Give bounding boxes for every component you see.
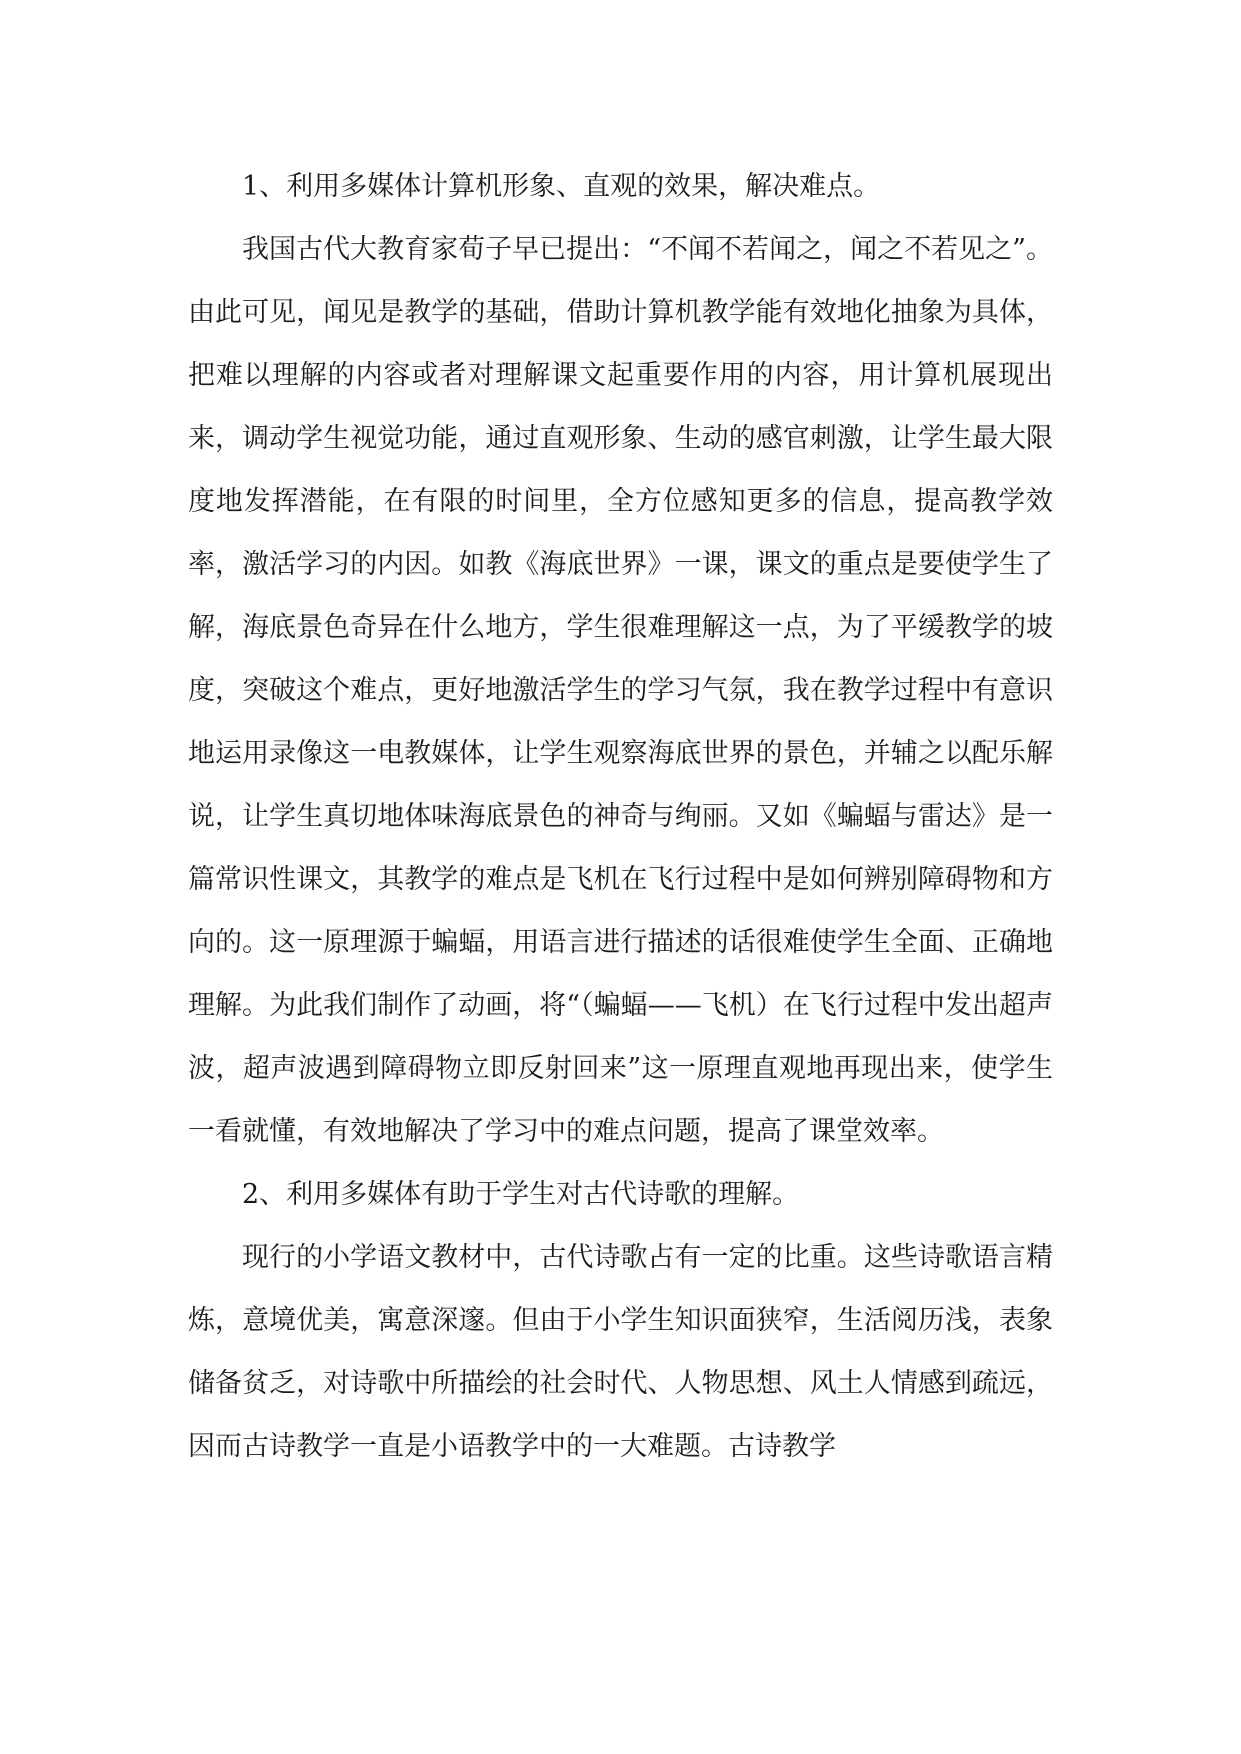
document-body	[188, 155, 1053, 1478]
heading-paragraph-1: 1、利用多媒体计算机形象、直观的效果，解决难点。	[242, 171, 881, 202]
body-paragraph-1: 我国古代大教育家荀子早已提出：“不闻不若闻之，闻之不若见之”。由此可见，闻见是教学的基础，借助计算机教学能有效地化抽象为具体，把难以理解的内容或者对理解课文起重要作用的内容，用计算机展现出来，调动学生视觉功能，通过直观形象、生动的感官刺激，让学生最大限度地发挥潜能，在有限的时间里，全方位感知更多的信息，提高教学效率，激活学习的内因。如教《海底世界》一课，课文的重点是要使学生了解，海底景色奇异在什么地方，学生很难理解这一点，为了平缓教学的坡度，突破这个难点，更好地激活学生的学习气氛，我在教学过程中有意识地运用录像这一电教媒体，让学生观察海底世界的景色，并辅之以配乐解说，让学生真切地体味海底景色的神奇与绚丽。又如《蝙蝠与雷达》是一篇常识性课文，其教学的难点是飞机在飞行过程中是如何辨别障碍物和方向的。这一原理源于蝙蝠，用语言进行描述的话很难使学生全面、正确地理解。为此我们制作了动画，将“（蝙蝠——飞机）在飞行过程中发出超声波，超声波遇到障碍物立即反射回来”这一原理直观地再现出来，使学生一看就懂，有效地解决了学习中的难点问题，提高了课堂效率。	[188, 234, 1053, 1147]
body-paragraph-2: 现行的小学语文教材中，古代诗歌占有一定的比重。这些诗歌语言精炼，意境优美，寓意深邃。但由于小学生知识面狭窄，生活阅历浅，表象储备贫乏，对诗歌中所描绘的社会时代、人物思想、风土人情感到疏远，因而古诗教学一直是小语教学中的一大难题。古诗教学	[188, 1242, 1053, 1462]
heading-paragraph-2: 2、利用多媒体有助于学生对古代诗歌的理解。	[242, 1179, 800, 1210]
